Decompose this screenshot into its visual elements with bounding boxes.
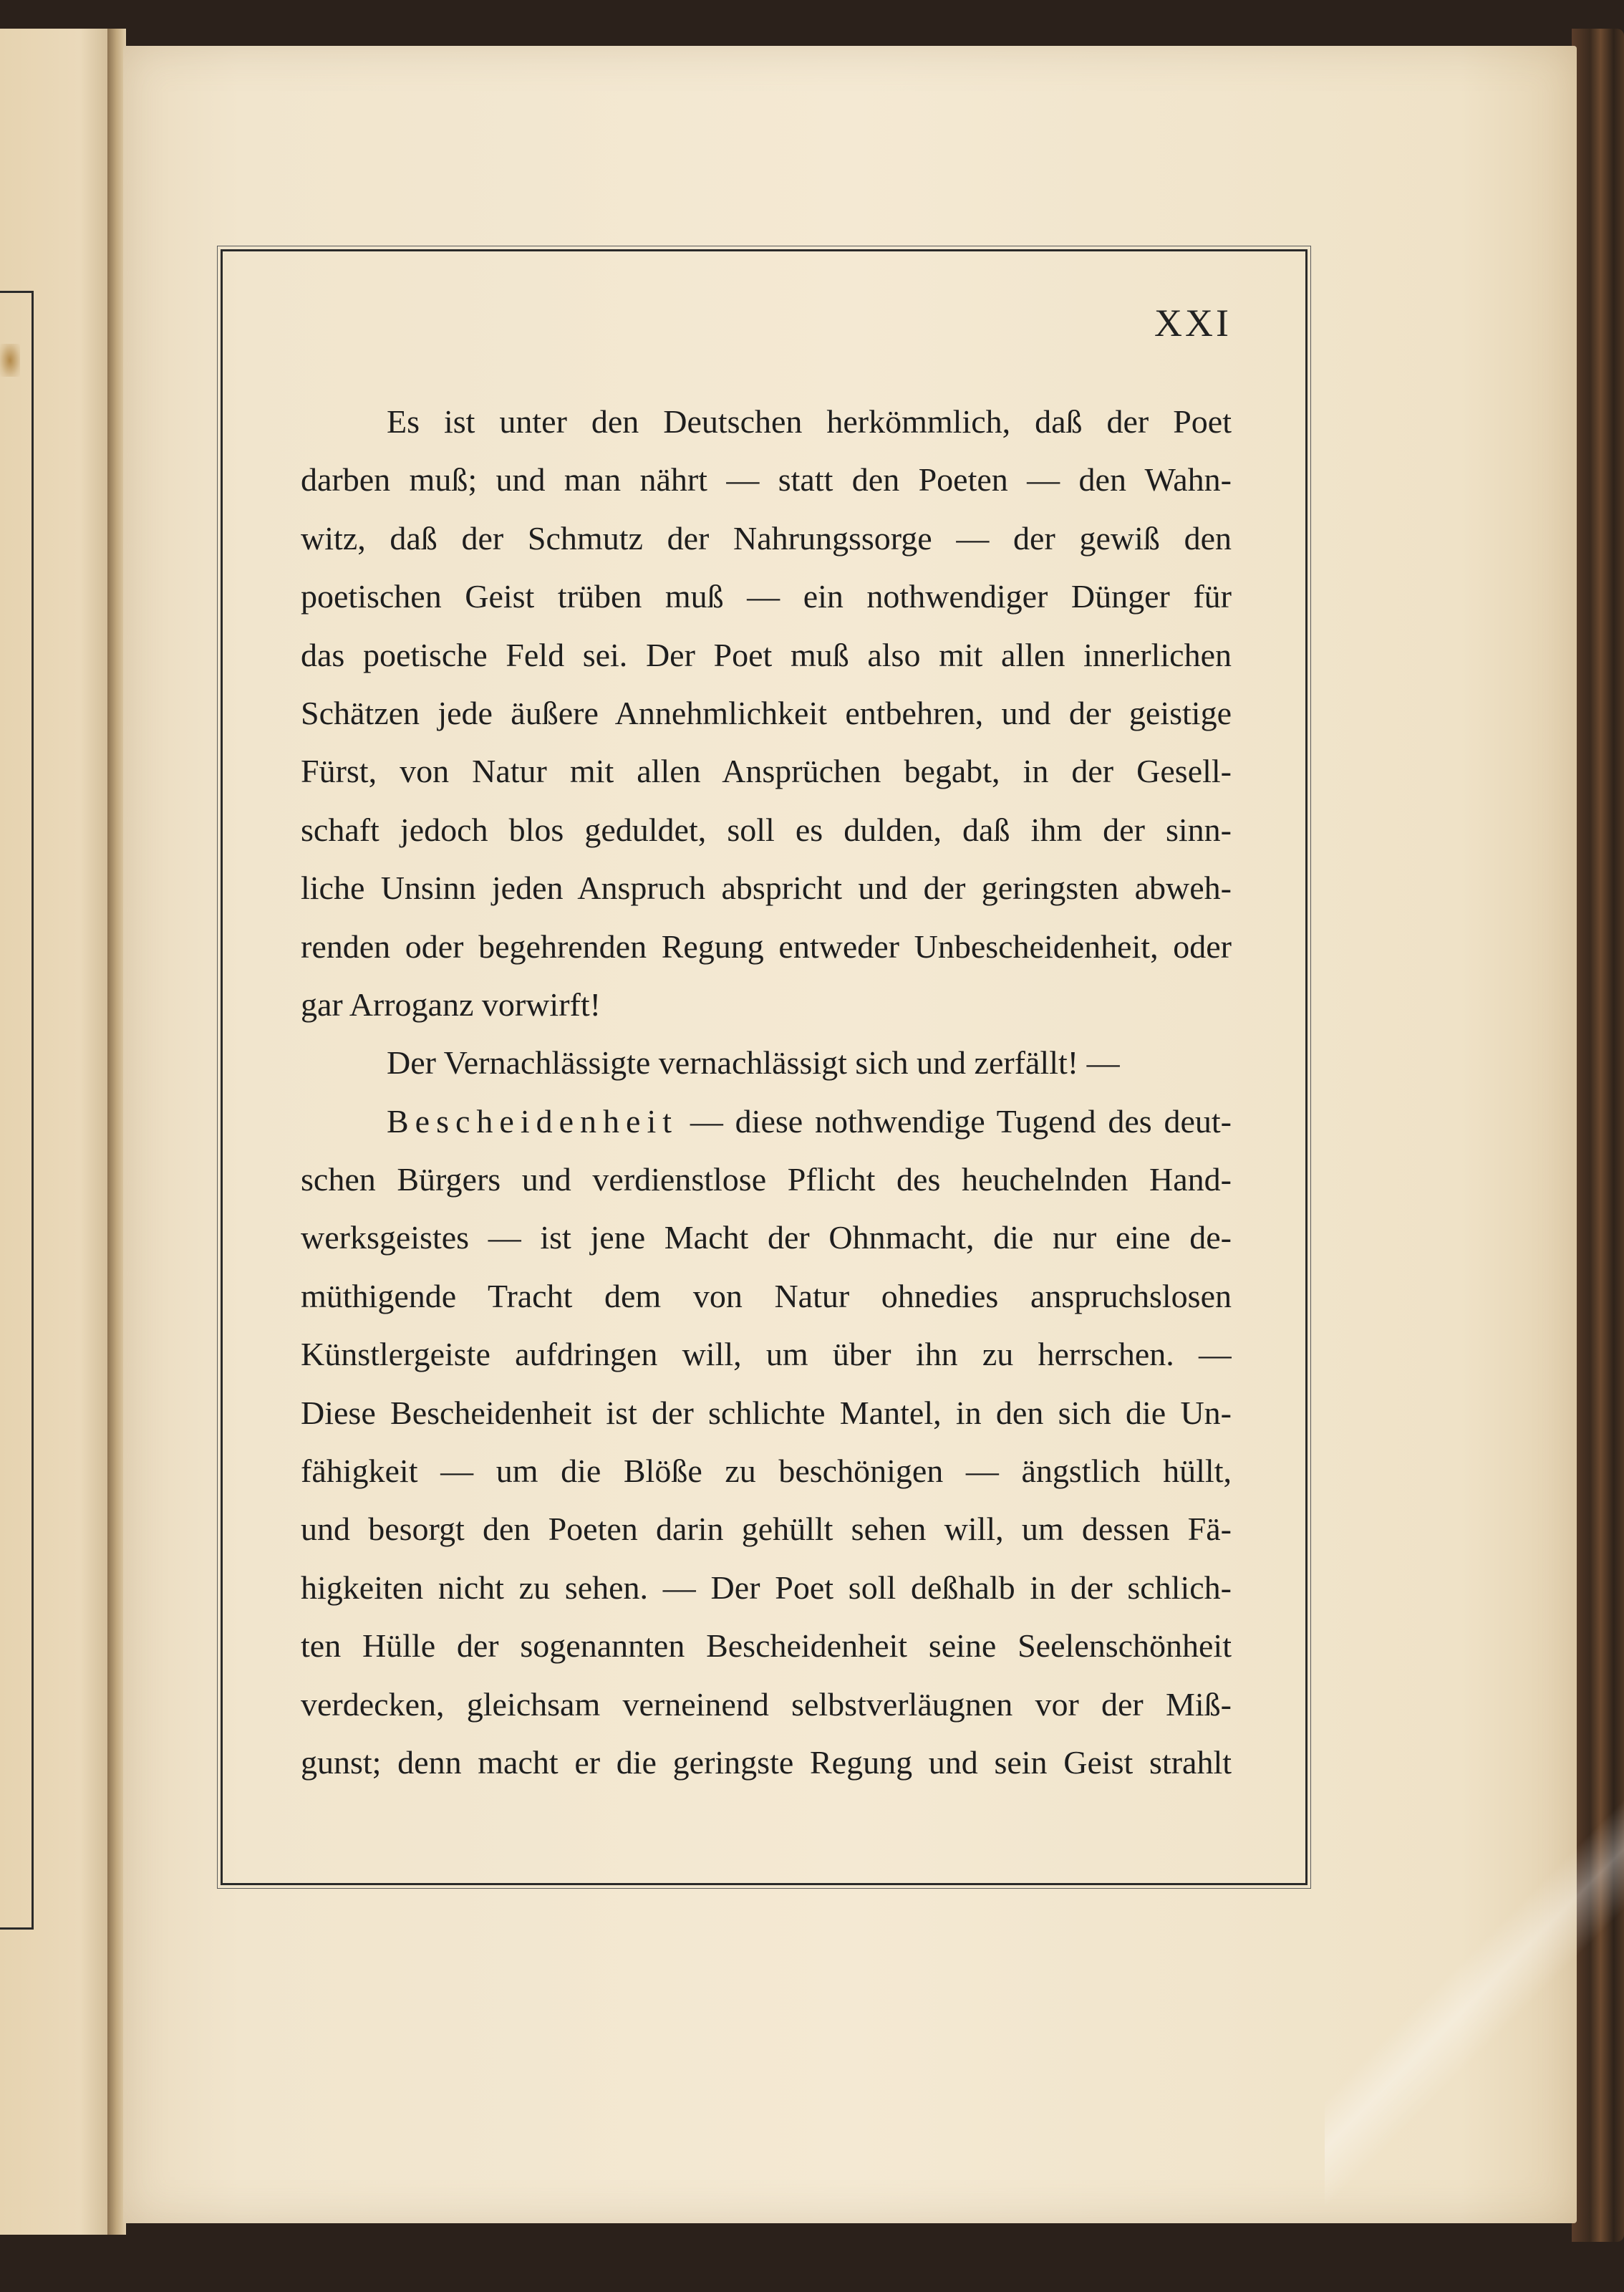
text-line: müthigende Tracht dem von Natur ohnedies anspruchslosen [301, 1277, 1232, 1314]
text-line: Es ist unter den Deutschen herkömmlich, daß der Poet [387, 403, 1232, 440]
text-line: schen Bürgers und verdienstlose Pflicht des heuchelnden Hand- [301, 1161, 1232, 1198]
text-line [301, 1092, 1232, 1150]
text-line: Schätzen jede äußere Annehmlichkeit entbehren, und der geistige [301, 694, 1232, 731]
text-line: gunst; denn macht er die geringste Regung und sein Geist strahlt [301, 1743, 1232, 1781]
page-number: XXI [1154, 302, 1232, 345]
text-line: higkeiten nicht zu sehen. — Der Poet soll deßhalb in der schlich- [301, 1569, 1232, 1606]
foxing-spot [0, 344, 20, 377]
body-text [301, 393, 1232, 1791]
emphasized-word: Bescheidenheit [387, 1102, 679, 1140]
text-line: das poetische Feld sei. Der Poet muß also mit allen innerlichen [301, 636, 1232, 673]
text-line: schaft jedoch blos geduldet, soll es dulden, daß ihm der sinn- [301, 811, 1232, 848]
text-line: Diese Bescheidenheit ist der schlichte Mantel, in den sich die Un- [301, 1394, 1232, 1431]
text-line: verdecken, gleichsam verneinend selbstverläugnen vor der Miß- [301, 1685, 1232, 1723]
text-line: Der Vernachlässigte vernachlässigt sich und zerfällt! — [387, 1044, 1120, 1082]
text-line: witz, daß der Schmutz der Nahrungssorge — der gewiß den [301, 519, 1232, 557]
text-line: und besorgt den Poeten darin gehüllt sehen will, um dessen Fä- [301, 1511, 1232, 1548]
book-cover-edge [1572, 29, 1624, 2242]
text-line: renden oder begehrenden Regung entweder Unbescheidenheit, oder [301, 928, 1232, 965]
text-line: ten Hülle der sogenannten Bescheidenheit seine Seelenschönheit [301, 1627, 1232, 1665]
left-page-edge [0, 29, 116, 2235]
text-line: werksgeistes — ist jene Macht der Ohnmacht, die nur eine de- [301, 1219, 1232, 1256]
text-line: darben muß; und man nährt — statt den Poeten — den Wahn- [301, 461, 1232, 499]
left-page-frame [0, 291, 34, 1930]
text-line-rest: — diese nothwendige Tugend des deut- [678, 1102, 1232, 1140]
text-line: fähigkeit — um die Blöße zu beschönigen — ängstlich hüllt, [301, 1453, 1232, 1490]
text-line: gar Arroganz vorwirft! [301, 986, 601, 1023]
text-line: poetischen Geist trüben muß — ein nothwendiger Dünger für [301, 578, 1232, 615]
text-line: liche Unsinn jeden Anspruch abspricht und der geringsten abweh- [301, 870, 1232, 907]
text-line: Künstlergeiste aufdringen will, um über ihn zu herrschen. — [301, 1336, 1232, 1373]
text-line: Fürst, von Natur mit allen Ansprüchen begabt, in der Gesell- [301, 753, 1232, 790]
